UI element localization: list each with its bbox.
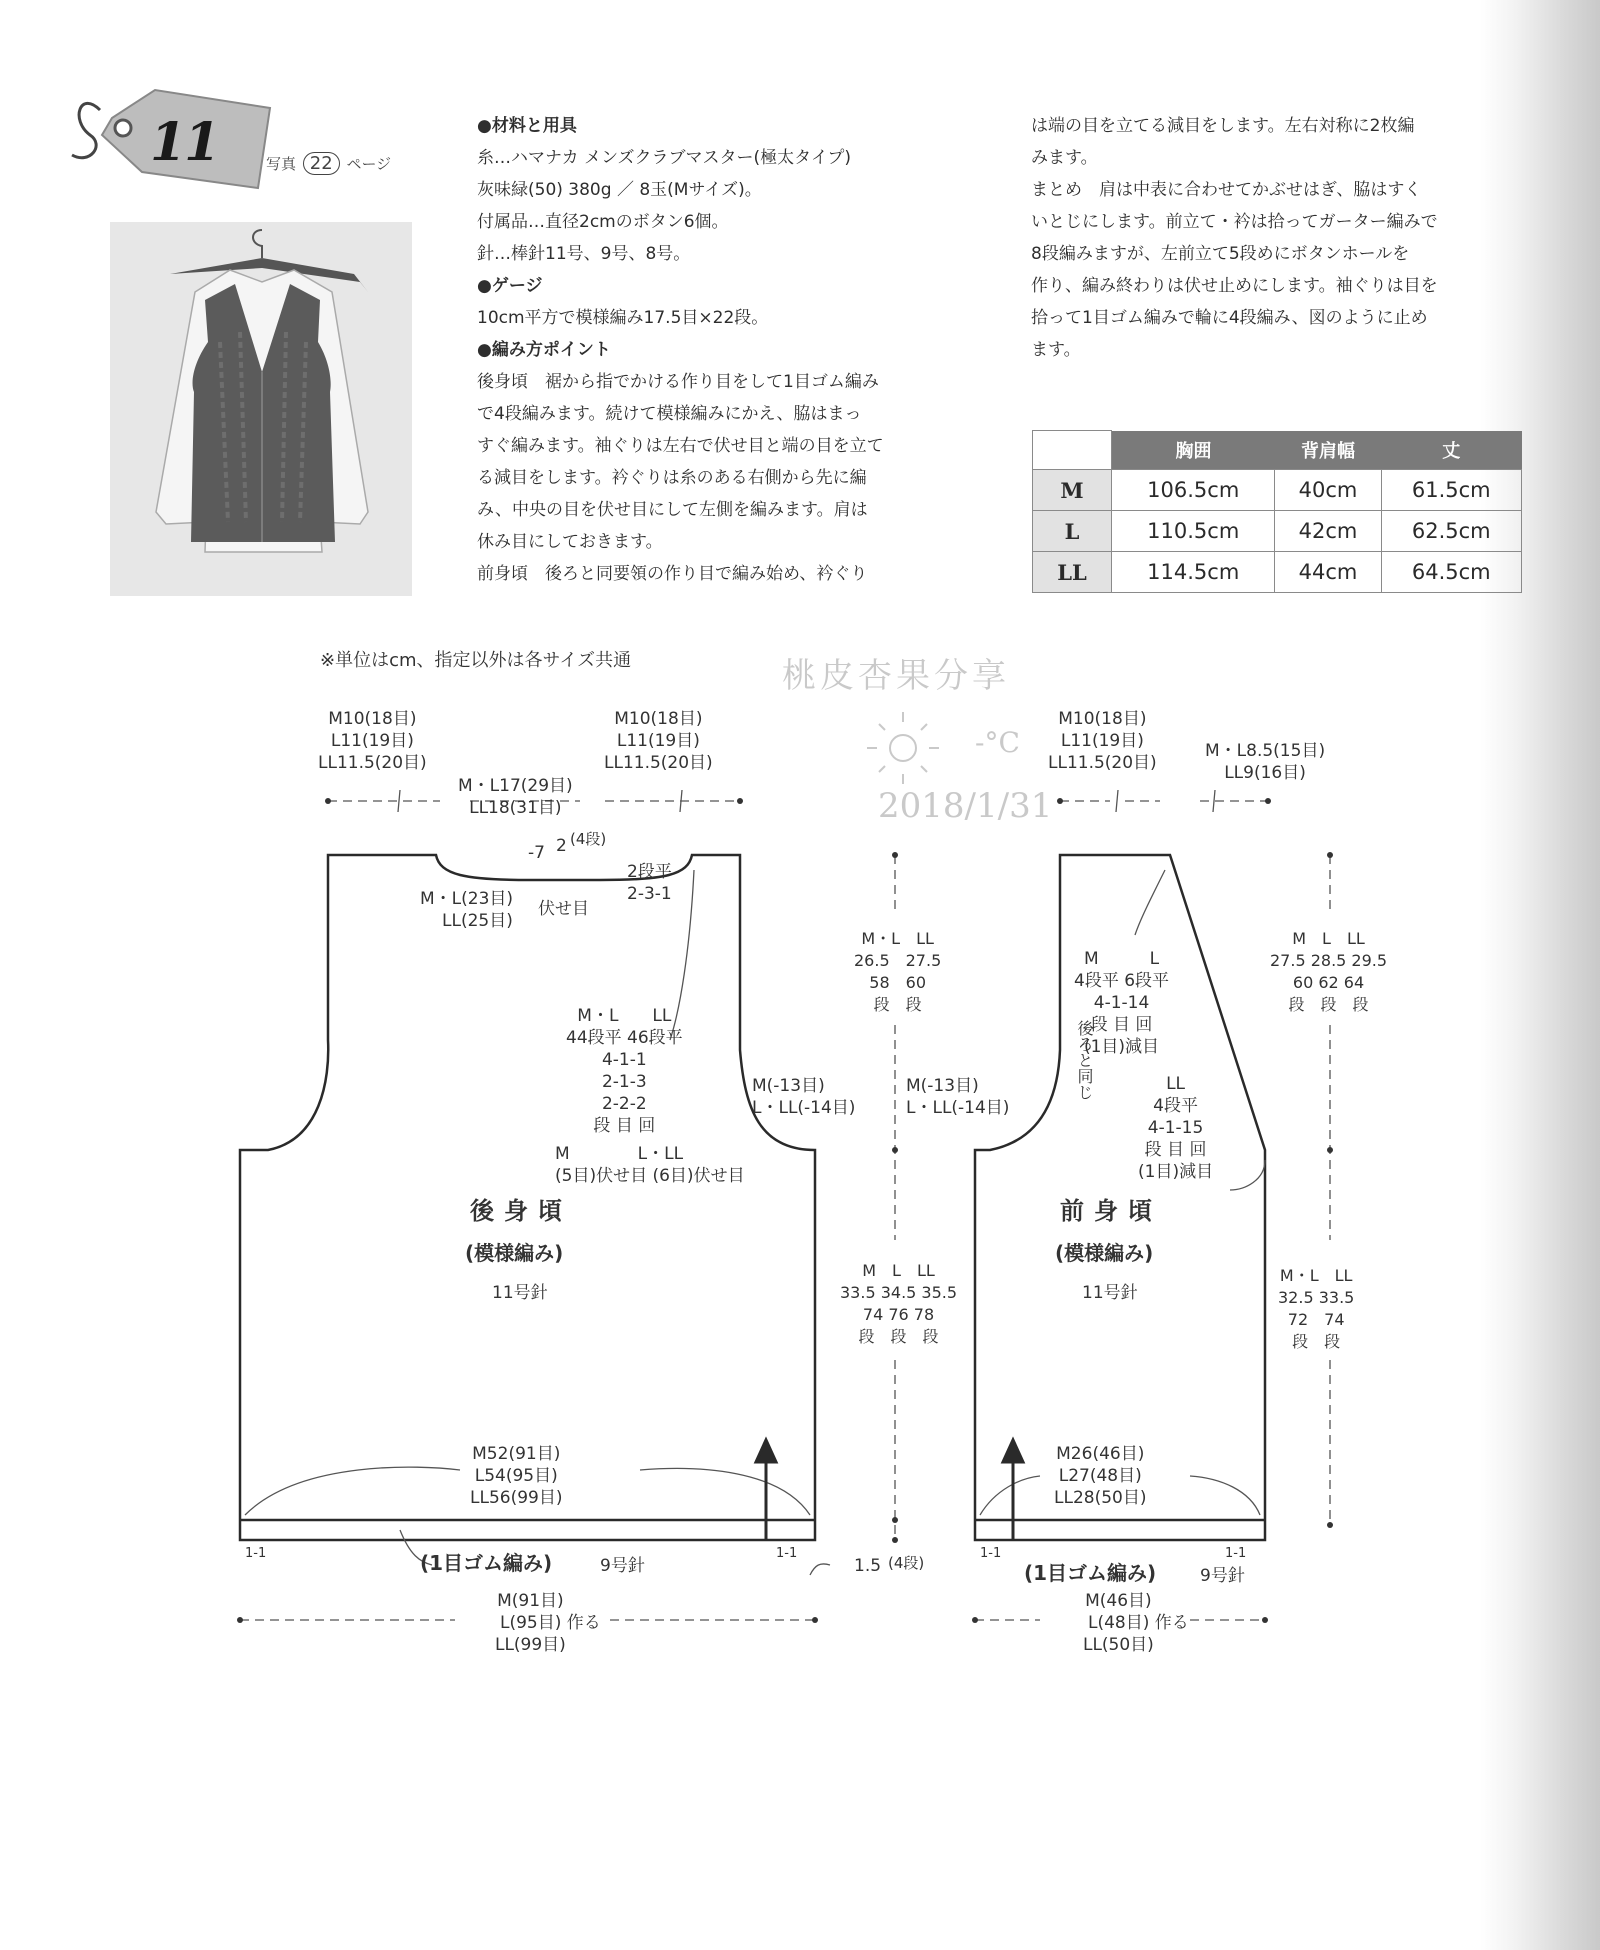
- back-neck-bindoff: [420, 888, 513, 932]
- rows-unit: 段: [858, 1327, 875, 1346]
- back-neck-width: [458, 775, 573, 819]
- back-neck-bindoff-label: 伏せ目: [538, 899, 589, 919]
- label: M(-13目): [906, 1076, 979, 1096]
- rows-unit: 段: [1324, 1332, 1341, 1351]
- label: LL(25目): [442, 911, 513, 931]
- label: [1270, 994, 1387, 1016]
- text-line: は端の目を立てる減目をします。左右対称に2枚編: [1031, 116, 1415, 136]
- table-header-cell: 丈: [1381, 431, 1522, 470]
- text-line: 前身頃 後ろと同要領の作り目で編み始め、衿ぐり: [477, 564, 868, 584]
- table-cell: 42cm: [1275, 511, 1381, 552]
- label: (1目)減目: [1138, 1162, 1214, 1182]
- front-stitch: (模様編み): [1055, 1241, 1154, 1265]
- rows: 64: [1343, 973, 1365, 992]
- text-line: 8段編みますが、左前立て5段めにボタンホールを: [1031, 244, 1410, 264]
- rows-unit: 段: [922, 1327, 939, 1346]
- back-width: [470, 1443, 562, 1509]
- text-line: る減目をします。衿ぐりは糸のある右側から先に編: [477, 468, 867, 488]
- text-line: 後身頃 裾から指でかける作り目をして1目ゴム編み: [477, 372, 879, 392]
- back-title: 後身頃: [470, 1197, 572, 1225]
- label: [840, 1304, 957, 1326]
- label: M L・LL: [555, 1144, 684, 1164]
- rows: 72: [1287, 1310, 1309, 1329]
- label: LL28(50目): [1054, 1488, 1147, 1508]
- label: M・L LL: [861, 929, 934, 948]
- back-neck-dec-small: -7: [528, 843, 545, 863]
- label: [854, 972, 941, 994]
- table-cell: 44cm: [1275, 552, 1381, 593]
- label: [1278, 1331, 1354, 1353]
- table-header-cell: 背肩幅: [1275, 431, 1381, 470]
- back-neck-depth: 2: [556, 836, 567, 856]
- label: LL(50目): [1082, 1635, 1154, 1655]
- text-line: 付属品…直径2cmのボタン6個。: [477, 212, 729, 232]
- center-rib-cm: 1.5: [854, 1556, 882, 1576]
- rows: 60: [1292, 973, 1314, 992]
- label: LL9(16目): [1224, 763, 1306, 783]
- text-line: いとじにします。前立て・衿は拾ってガーター編みで: [1031, 212, 1438, 232]
- center-lower: [840, 1260, 957, 1348]
- label: [854, 994, 941, 1016]
- label: 4-1-1: [601, 1050, 647, 1070]
- front-neck-width: [1205, 740, 1325, 784]
- text-line: 針…棒針11号、9号、8号。: [477, 244, 691, 264]
- rows: 62: [1318, 973, 1339, 992]
- label: L54(95目): [474, 1466, 558, 1486]
- label: M(91目): [497, 1591, 564, 1611]
- label: 26.5 27.5: [854, 951, 942, 970]
- center-upper: [854, 928, 941, 1016]
- rows: 60: [905, 973, 926, 992]
- back-cast-on: [460, 1590, 601, 1656]
- label: 段 目 回: [593, 1116, 656, 1136]
- label: 33.5 34.5 35.5: [840, 1283, 958, 1302]
- front-right-lower: [1278, 1265, 1354, 1353]
- text-line: ●材料と用具: [477, 116, 577, 136]
- text-line: ます。: [1031, 340, 1081, 360]
- rows-unit: 段: [1320, 995, 1337, 1014]
- label: LL11.5(20目): [604, 753, 713, 773]
- front-same-as-back: 後ろと同じ: [1075, 1020, 1094, 1100]
- label: LL11.5(20目): [318, 753, 427, 773]
- front-armhole-side: [906, 1075, 1009, 1119]
- back-rib: (1目ゴム編み): [420, 1551, 553, 1575]
- table-cell: 106.5cm: [1112, 470, 1275, 511]
- table-cell: 40cm: [1275, 470, 1381, 511]
- back-neck-dec: [627, 861, 672, 905]
- label: M10(18目): [328, 709, 417, 729]
- table-cell: 62.5cm: [1381, 511, 1522, 552]
- label: M(46目): [1085, 1591, 1152, 1611]
- label: LL(99目): [494, 1635, 566, 1655]
- label: LL: [1166, 1074, 1186, 1094]
- label: M L LL: [862, 1261, 935, 1280]
- front-title: 前身頃: [1060, 1197, 1162, 1225]
- rows: 74: [862, 1305, 884, 1324]
- size-label: LL: [1033, 552, 1112, 593]
- label: LL11.5(20目): [1048, 753, 1157, 773]
- rows-unit: 段: [873, 995, 890, 1014]
- label: 2-2-2: [601, 1094, 647, 1114]
- table-cell: 61.5cm: [1381, 470, 1522, 511]
- label: M・L LL: [577, 1006, 672, 1026]
- label: 2段平: [627, 862, 672, 882]
- size-label: L: [1033, 511, 1112, 552]
- photo-suffix: ページ: [346, 155, 392, 173]
- text-line: ●ゲージ: [477, 276, 543, 296]
- text-line: み、中央の目を伏せ目にして左側を編みます。肩は: [477, 500, 868, 520]
- center-rib-rows: (4段): [888, 1554, 925, 1572]
- front-rib: (1目ゴム編み): [1024, 1561, 1157, 1585]
- label: 2-1-3: [601, 1072, 647, 1092]
- label: M26(46目): [1056, 1444, 1145, 1464]
- label: 2-3-1: [627, 884, 672, 904]
- text-line: 灰味緑(50) 380g ／ 8玉(Mサイズ)。: [477, 180, 762, 200]
- label: 4-1-14: [1093, 993, 1150, 1013]
- rows-unit: 段: [1288, 995, 1305, 1014]
- back-rib-mark-left: 1-1: [245, 1546, 267, 1561]
- label: (1目)減目: [1083, 1037, 1160, 1057]
- rows-unit: 段: [905, 995, 922, 1014]
- label: 4-1-15: [1147, 1118, 1204, 1138]
- rows-unit: 段: [1352, 995, 1369, 1014]
- label: 32.5 33.5: [1278, 1288, 1355, 1307]
- text-line: 糸…ハマナカ メンズクラブマスター(極太タイプ): [477, 148, 851, 168]
- size-label: M: [1033, 470, 1112, 511]
- label: M・L LL: [1279, 1266, 1353, 1285]
- label: M・L(23目): [420, 889, 514, 909]
- label: (5目)伏せ目 (6目)伏せ目: [555, 1166, 745, 1186]
- text-line: みます。: [1031, 148, 1098, 168]
- label: L11(19目): [1060, 731, 1144, 751]
- label: 4段平 6段平: [1074, 971, 1170, 991]
- label: [1278, 1309, 1354, 1331]
- rows: 78: [913, 1305, 935, 1324]
- front-needle: 11号針: [1082, 1283, 1138, 1303]
- text-line: 10cm平方で模様編み17.5目×22段。: [477, 308, 769, 328]
- back-stitch: (模様編み): [465, 1241, 564, 1265]
- label: L・LL(-14目): [752, 1098, 856, 1118]
- rows-unit: 段: [1292, 1332, 1309, 1351]
- label: M(-13目): [752, 1076, 825, 1096]
- watermark-date: 2018/1/31: [878, 786, 1053, 826]
- text-line: ●編み方ポイント: [477, 340, 611, 360]
- rows: 76: [888, 1305, 909, 1324]
- rows: 58: [869, 973, 890, 992]
- back-armhole-side: [752, 1075, 855, 1119]
- label: M10(18目): [1058, 709, 1147, 729]
- back-armhole-dec: [566, 1005, 683, 1137]
- text-line: で4段編みます。続けて模様編みにかえ、脇はまっ: [477, 404, 862, 424]
- label: 段 目 回: [1090, 1015, 1153, 1035]
- label: 27.5 28.5 29.5: [1270, 951, 1388, 970]
- photo-prefix: 写真: [266, 155, 297, 173]
- label: M10(18目): [614, 709, 703, 729]
- front-right-upper: [1270, 928, 1387, 1016]
- watermark-temp: -°C: [975, 726, 1020, 759]
- label: L・LL(-14目): [906, 1098, 1010, 1118]
- watermark-title: 桃皮杏果分享: [782, 656, 1010, 696]
- diagram-note: ※単位はcm、指定以外は各サイズ共通: [320, 650, 632, 671]
- rows-unit: 段: [890, 1327, 907, 1346]
- front-shoulder: [1048, 708, 1157, 774]
- label: M・L17(29目): [458, 776, 573, 796]
- front-rib-mark-right: 1-1: [1225, 1546, 1247, 1561]
- label: M L: [1083, 949, 1160, 969]
- text-line: 作り、編み終わりは伏せ止めにします。袖ぐりは目を: [1031, 276, 1438, 296]
- rows: 74: [1324, 1310, 1345, 1329]
- label: [1270, 972, 1387, 994]
- label: M52(91目): [472, 1444, 561, 1464]
- back-rib-needle: 9号針: [600, 1556, 645, 1576]
- label: L(48目) 作る: [1088, 1613, 1189, 1633]
- table-cell: 114.5cm: [1112, 552, 1275, 593]
- label: L(95目) 作る: [500, 1613, 601, 1633]
- back-shoulder-left: [318, 708, 427, 774]
- text-line: すぐ編みます。袖ぐりは左右で伏せ目と端の目を立て: [477, 436, 884, 456]
- label: LL18(31目): [469, 798, 562, 818]
- label: L27(48目): [1058, 1466, 1142, 1486]
- table-cell: 64.5cm: [1381, 552, 1522, 593]
- table-header-cell: 胸囲: [1112, 431, 1275, 470]
- back-rib-mark-right: 1-1: [776, 1546, 798, 1561]
- text-line: 拾って1目ゴム編みで輪に4段編み、図のように止め: [1031, 308, 1428, 328]
- photo-page-circle: 22: [303, 152, 340, 175]
- front-rib-mark-left: 1-1: [980, 1546, 1002, 1561]
- label: LL56(99目): [470, 1488, 563, 1508]
- label: 4段平: [1153, 1096, 1198, 1116]
- label: 段 目 回: [1144, 1140, 1207, 1160]
- label: M L LL: [1292, 929, 1365, 948]
- front-width: [1054, 1443, 1146, 1509]
- table-cell: 110.5cm: [1112, 511, 1275, 552]
- pattern-number: 11: [150, 112, 219, 173]
- label: M・L8.5(15目): [1205, 741, 1326, 761]
- label: L11(19目): [616, 731, 700, 751]
- text-line: 休み目にしておきます。: [477, 532, 663, 552]
- front-neck-dec-ll: [1138, 1073, 1213, 1183]
- text-line: まとめ 肩は中表に合わせてかぶせはぎ、脇はすく: [1031, 180, 1422, 200]
- back-underarm-bindoff: [555, 1143, 745, 1187]
- front-rib-needle: 9号針: [1200, 1566, 1245, 1586]
- front-cast-on: [1048, 1590, 1189, 1656]
- label: L11(19目): [330, 731, 414, 751]
- back-needle: 11号針: [492, 1283, 548, 1303]
- back-neck-rows: (4段): [570, 830, 607, 848]
- label: [840, 1326, 957, 1348]
- back-shoulder-right: [604, 708, 713, 774]
- label: 44段平 46段平: [566, 1028, 683, 1048]
